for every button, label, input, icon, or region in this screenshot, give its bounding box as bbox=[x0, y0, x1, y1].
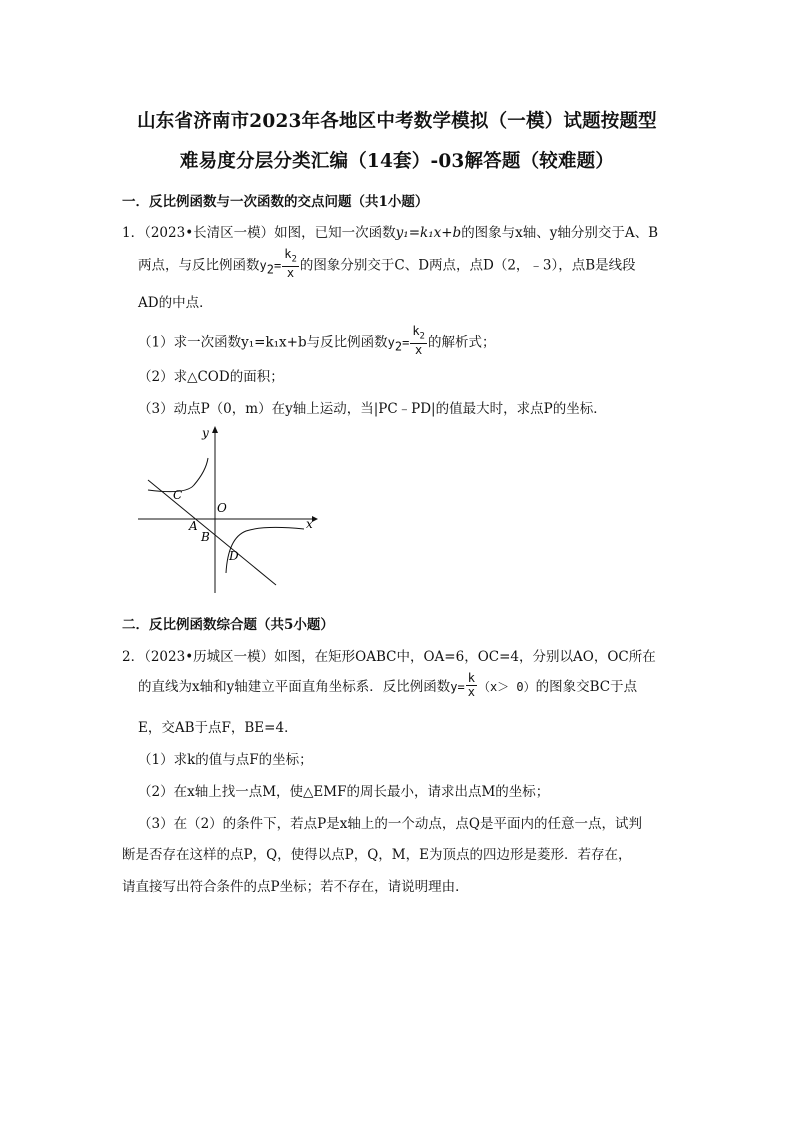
q2-fraction bbox=[466, 672, 477, 699]
q1-number: 1． bbox=[122, 225, 145, 241]
q2-part3-line2: 断是否存在这样的点P，Q，使得以点P，Q，M，E为顶点的四边形是菱形．若存在， bbox=[122, 847, 632, 863]
linear-function-line bbox=[148, 480, 276, 585]
q1-part1-fraction bbox=[410, 325, 427, 357]
q1-text-1a: 如图，已知一次函数 bbox=[274, 225, 396, 241]
q2-text-2a: 的直线为x轴和y轴建立平面直角坐标系．反比例函数 bbox=[138, 679, 451, 695]
q2-part3-line3: 请直接写出符合条件的点P坐标；若不存在，请说明理由． bbox=[122, 879, 469, 895]
document-title-line1: 山东省济南市2023年各地区中考数学模拟（一模）试题按题型 bbox=[137, 111, 657, 132]
q2-part2: （2）在x轴上找一点M，使△EMF的周长最小，请求出点M的坐标； bbox=[138, 784, 550, 800]
label-x: x bbox=[306, 517, 313, 531]
q2-func-y: y= bbox=[450, 680, 465, 694]
section1-heading: 一．反比例函数与一次函数的交点问题（共1小题） bbox=[122, 194, 429, 210]
q2-condition: （x＞ 0） bbox=[477, 680, 536, 694]
q2-text-1: 如图，在矩形OABC中，OA=6，OC=4，分别以AO，OC所在 bbox=[274, 649, 656, 665]
label-C: C bbox=[173, 488, 183, 502]
q1-part1 bbox=[138, 324, 496, 359]
q1-part1-frac-den: x bbox=[415, 343, 423, 358]
q2-text-2b: 的图象交BC于点 bbox=[535, 679, 638, 695]
q1-part3: （3）动点P（0，m）在y轴上运动，当|PC﹣PD|的值最大时，求点P的坐标． bbox=[138, 401, 607, 417]
q1-line1 bbox=[122, 221, 658, 241]
label-B: B bbox=[201, 530, 210, 544]
q1-y2-sub: 2 bbox=[266, 262, 274, 277]
q2-part3-line1: （3）在（2）的条件下，若点P是x轴上的一个动点，点Q是平面内的任意一点，试判 bbox=[138, 816, 642, 832]
section2-heading: 二．反比例函数综合题（共5小题） bbox=[122, 617, 334, 633]
q1-frac-num: k bbox=[284, 247, 292, 261]
q1-part1-y2-sub: 2 bbox=[394, 339, 403, 354]
label-y: y bbox=[202, 426, 209, 440]
q2-frac-den: x bbox=[467, 685, 475, 699]
q1-figure bbox=[136, 423, 326, 598]
q2-number: 2． bbox=[122, 649, 145, 665]
label-D: D bbox=[229, 549, 239, 563]
q1-part2: （2）求△COD的面积； bbox=[138, 369, 284, 385]
y-axis-arrow bbox=[212, 426, 218, 433]
label-A: A bbox=[189, 519, 198, 533]
q1-part1-end: 的解析式； bbox=[427, 334, 496, 351]
document-title-line2: 难易度分层分类汇编（14套）-03解答题（较难题） bbox=[179, 151, 615, 172]
q1-part1-frac-num: k bbox=[412, 324, 420, 338]
q2-source: （2023•历城区一模） bbox=[144, 649, 275, 665]
q2-line1 bbox=[122, 645, 656, 665]
q2-frac-num: k bbox=[467, 671, 475, 685]
q1-part1-frac-num-sub: 2 bbox=[419, 331, 425, 342]
q2-part1: （1）求k的值与点F的坐标； bbox=[138, 752, 313, 768]
q1-text-1b: 的图象与x轴、y轴分别交于A、B bbox=[461, 225, 659, 241]
q1-line3: AD的中点． bbox=[138, 295, 213, 311]
hyperbola-branch-upper bbox=[148, 458, 208, 492]
q1-func1: y₁=k₁x+b bbox=[395, 225, 462, 241]
q1-line2 bbox=[138, 247, 636, 282]
q1-frac-den: x bbox=[286, 266, 295, 281]
q1-source: （2023•长清区一模） bbox=[144, 225, 275, 241]
q2-line2 bbox=[138, 671, 638, 701]
x-axis-arrow bbox=[312, 516, 318, 522]
q1-eq: = bbox=[273, 258, 282, 273]
q1-part1-eq: = bbox=[402, 335, 410, 350]
q1-fraction bbox=[282, 248, 299, 280]
label-O: O bbox=[217, 501, 227, 515]
q1-text-2a: 两点，与反比例函数 bbox=[138, 257, 260, 274]
q1-part1-text: （1）求一次函数y₁=k₁x+b与反比例函数 bbox=[138, 334, 388, 351]
q1-frac-num-sub: 2 bbox=[291, 254, 297, 265]
q1-y2: y bbox=[259, 258, 267, 273]
q1-text-2b: 的图象分别交于C、D两点，点D（2，﹣3），点B是线段 bbox=[299, 257, 636, 274]
q2-line3: E，交AB于点F，BE=4． bbox=[138, 720, 298, 736]
q1-part1-y2: y bbox=[387, 335, 395, 350]
